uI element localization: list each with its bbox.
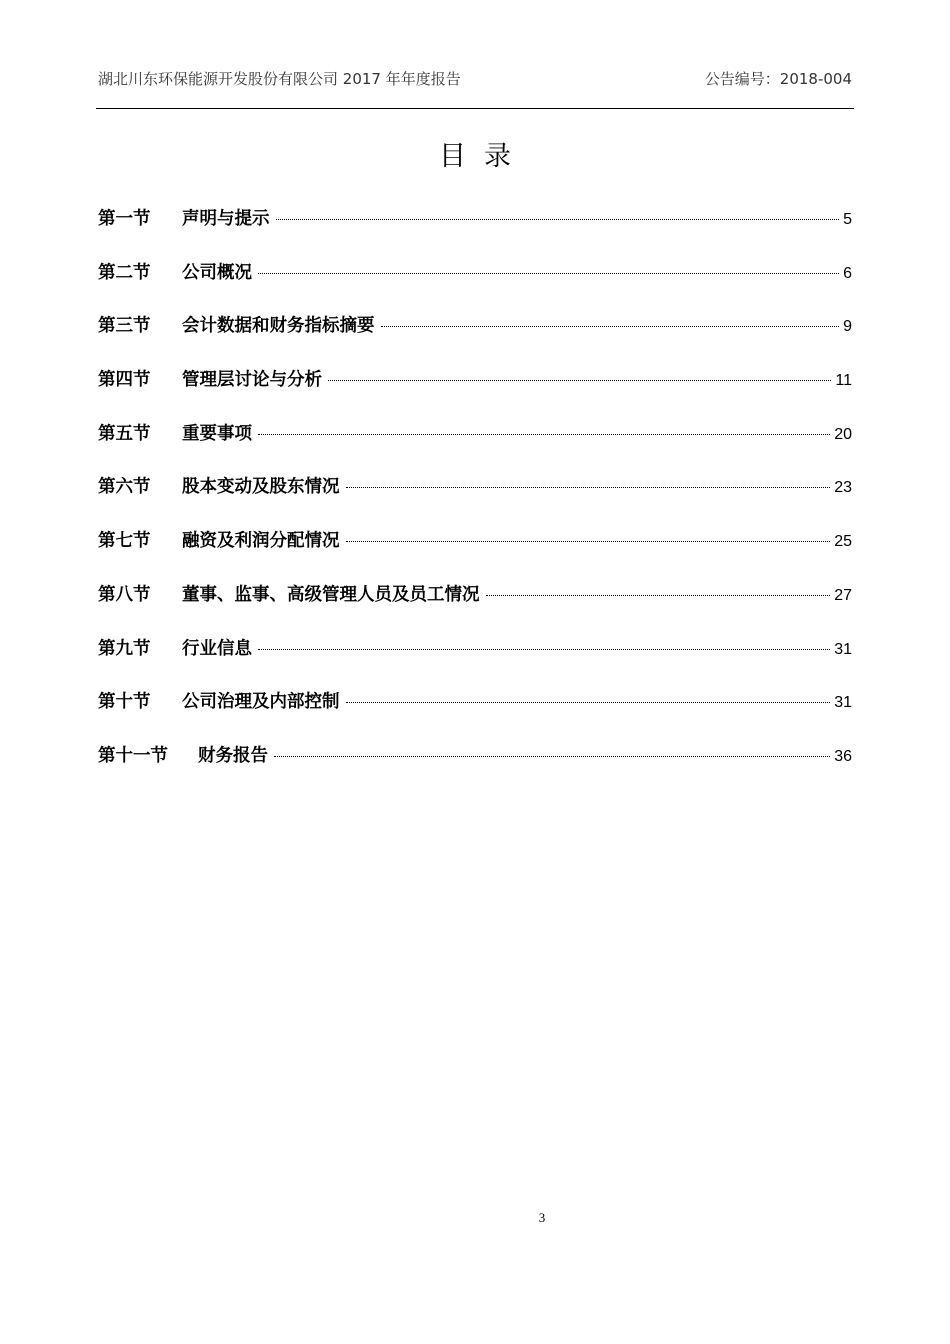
announcement-number: 公告编号：2018-004: [704, 70, 852, 88]
toc-dot-leader: [258, 434, 830, 435]
toc-page-number: 20: [834, 425, 852, 443]
toc-entry[interactable]: [98, 688, 852, 742]
toc-dot-leader: [328, 380, 831, 381]
header-divider: [96, 108, 854, 109]
toc-dot-leader: [258, 273, 839, 274]
toc-section-number: 第一节: [98, 209, 151, 229]
toc-entry[interactable]: [98, 312, 852, 366]
toc-page-number: 27: [834, 586, 852, 604]
toc-page-number: 31: [834, 640, 852, 658]
toc-page-number: 23: [834, 479, 852, 497]
toc-section-number: 第二节: [98, 262, 151, 283]
toc-section-number: 第六节: [98, 477, 151, 498]
toc-dot-leader: [346, 541, 831, 542]
toc-entry[interactable]: [98, 635, 852, 689]
page-header: [96, 66, 854, 94]
toc-dot-leader: [346, 487, 831, 488]
toc-entry[interactable]: [98, 259, 852, 313]
toc-dot-leader: [274, 756, 830, 757]
toc-entry[interactable]: [98, 473, 852, 527]
toc-dot-leader: [486, 595, 831, 596]
toc-heading: 目录: [439, 141, 529, 172]
toc-page-number: 9: [843, 318, 852, 336]
toc-section-number: 第三节: [98, 316, 151, 337]
toc-section-number: 第五节: [98, 423, 151, 444]
toc-section-number: 第七节: [98, 531, 151, 552]
toc-page-number: 5: [843, 211, 852, 228]
toc-page-number: 31: [834, 694, 852, 712]
toc-entry[interactable]: [98, 205, 852, 259]
toc-entry[interactable]: [98, 742, 852, 796]
toc-page-number: 36: [834, 747, 852, 765]
toc-section-number: 第八节: [98, 584, 151, 605]
toc-section-title: 管理层讨论与分析: [182, 370, 322, 391]
toc-dot-leader: [258, 649, 830, 650]
toc-section-title: 融资及利润分配情况: [182, 531, 340, 552]
toc-section-number: 第九节: [98, 638, 151, 659]
toc-section-title: 股本变动及股东情况: [182, 477, 340, 498]
toc-section-title: 董事、监事、高级管理人员及员工情况: [182, 584, 480, 605]
report-title: 湖北川东环保能源开发股份有限公司 2017 年年度报告: [98, 70, 461, 88]
toc-section-title: 行业信息: [182, 638, 252, 659]
toc-entry[interactable]: [98, 366, 852, 420]
toc-entry[interactable]: [98, 581, 852, 635]
toc-section-number: 第十一节: [98, 745, 168, 766]
toc-section-number: 第四节: [98, 370, 151, 391]
page-footer: [0, 1210, 950, 1226]
table-of-contents: [98, 205, 852, 796]
toc-entry[interactable]: [98, 527, 852, 581]
toc-section-title: 声明与提示: [182, 209, 270, 229]
toc-section-title: 公司治理及内部控制: [182, 692, 340, 713]
toc-section-title: 会计数据和财务指标摘要: [182, 316, 375, 337]
toc-page-number: 6: [843, 264, 852, 282]
toc-page-number: 25: [834, 533, 852, 551]
page-number: 3: [538, 1210, 546, 1225]
toc-section-number: 第十节: [98, 692, 151, 713]
toc-section-title: 公司概况: [182, 262, 252, 283]
toc-page-number: 11: [835, 372, 852, 390]
toc-section-title: 重要事项: [182, 423, 252, 444]
toc-section-title: 财务报告: [198, 745, 268, 766]
toc-dot-leader: [346, 702, 831, 703]
toc-dot-leader: [381, 326, 840, 327]
toc-dot-leader: [276, 219, 840, 220]
toc-entry[interactable]: [98, 420, 852, 474]
